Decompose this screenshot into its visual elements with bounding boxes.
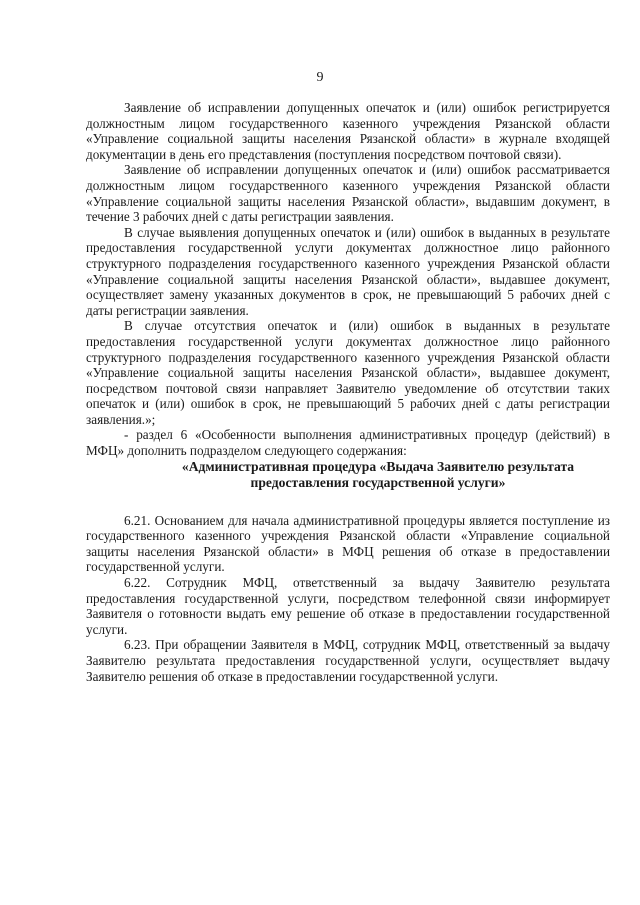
paragraph-registration: Заявление об исправлении допущенных опечаток и (или) ошибок регистрируется должностным лицом государственного казенного учреждения Рязанской области «Управление социальной защиты населения Рязанской области» в журнале входящей документации в день его представления (поступления посредством почтовой связи). (86, 100, 610, 162)
paragraph-errors-found: В случае выявления допущенных опечаток и (или) ошибок в выданных в результате предоставления государственной услуги документах должностное лицо районного структурного подразделения государственного казенного учреждения Рязанской области «Управление социальной защиты населения Рязанской области», выдавшее документ, осуществляет замену указанных документов в срок, не превышающий 5 рабочих дней с даты регистрации заявления. (86, 224, 610, 318)
document-body (86, 100, 610, 684)
spacer (86, 491, 610, 513)
page-number: 9 (316, 70, 324, 85)
paragraph-no-errors: В случае отсутствия опечаток и (или) ошибок в выданных в результате предоставления государственной услуги документах должностное лицо районного структурного подразделения государственного казенного учреждения Рязанской области «Управление социальной защиты населения Рязанской области», выдавшее документ, посредством почтовой связи направляет Заявителю уведомление об отсутствии таких опечаток и (или) ошибок в срок, не превышающий 5 рабочих дней с даты регистрации заявления.»; (86, 318, 610, 427)
paragraph-6-23: 6.23. При обращении Заявителя в МФЦ, сотрудник МФЦ, ответственный за выдачу Заявителю результата предоставления государственной услуги, осуществляет выдачу Заявителю решения об отказе в предоставлении государственной услуги. (86, 637, 610, 684)
paragraph-review: Заявление об исправлении допущенных опечаток и (или) ошибок рассматривается должностным лицом государственного казенного учреждения Рязанской области «Управление социальной защиты населения Рязанской области», выдавшим документ, в течение 3 рабочих дней с даты регистрации заявления. (86, 162, 610, 225)
paragraph-6-21: 6.21. Основанием для начала административной процедуры является поступление из государственного казенного учреждения Рязанской области «Управление социальной защиты населения Рязанской области» в МФЦ решения об отказе в предоставлении государственной услуги. (86, 512, 610, 575)
paragraph-6-22: 6.22. Сотрудник МФЦ, ответственный за выдачу Заявителю результата предоставления государственной услуги, посредством телефонной связи информирует Заявителя о готовности выдать ему решение об отказе в предоставлении государственной услуги. (86, 575, 610, 637)
section-heading: «Административная процедура «Выдача Заявителю результата предоставления государственной услуги» (181, 458, 575, 490)
paragraph-section-6-amendment: - раздел 6 «Особенности выполнения административных процедур (действий) в МФЦ» дополнить подразделом следующего содержания: (86, 427, 610, 459)
